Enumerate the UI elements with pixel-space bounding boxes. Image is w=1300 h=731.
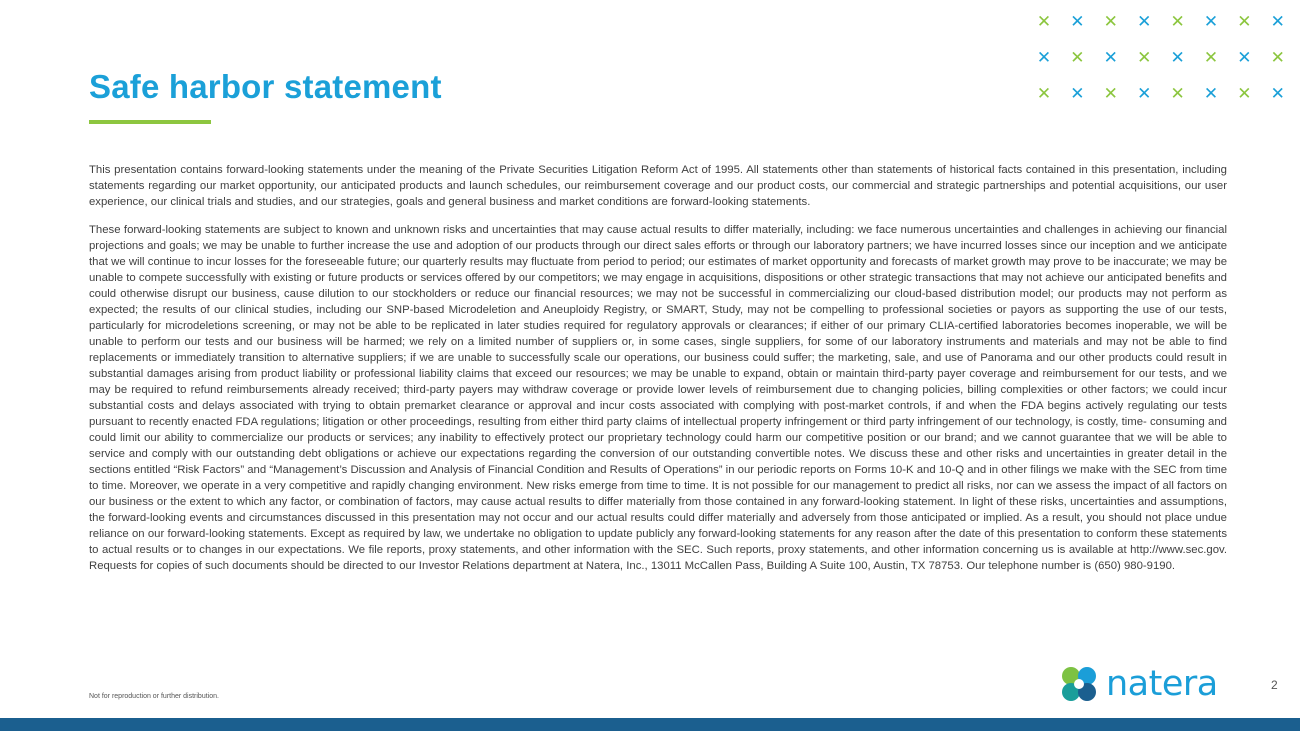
- x-mark-icon: ✕: [1203, 12, 1219, 32]
- decorative-x-pattern: [1034, 12, 1290, 108]
- x-mark-icon: ✕: [1137, 12, 1152, 32]
- x-mark-icon: ✕: [1137, 84, 1152, 104]
- x-mark-icon: ✕: [1203, 84, 1219, 104]
- bottom-bar: [0, 718, 1300, 731]
- x-mark-icon: ✕: [1270, 12, 1285, 32]
- x-mark-icon: ✕: [1036, 48, 1052, 68]
- page-number: 2: [1271, 678, 1278, 692]
- disclaimer-body: [89, 162, 1227, 586]
- natera-flower-icon: [1059, 664, 1099, 704]
- x-mark-icon: ✕: [1103, 84, 1118, 104]
- x-mark-icon: ✕: [1203, 48, 1219, 68]
- x-mark-icon: ✕: [1036, 12, 1052, 32]
- x-mark-icon: ✕: [1137, 48, 1152, 68]
- paragraph-intro: This presentation contains forward-looking statements under the meaning of the Private Securities Litigation Reform Act of 1995. All statements other than statements of historical facts contained in this presentation, including statements regarding our market opportunity, our anticipated products and launch schedules, our reimbursement coverage and our product costs, our commercial and strategic partnerships and potential acquisitions, our user experience, our clinical trials and studies, and our strategies, goals and general business and market conditions are forward-looking statements.: [89, 164, 1227, 208]
- x-mark-icon: ✕: [1070, 12, 1085, 32]
- x-mark-icon: ✕: [1170, 48, 1185, 68]
- x-mark-icon: ✕: [1270, 84, 1285, 104]
- x-mark-icon: ✕: [1170, 12, 1185, 32]
- x-mark-icon: ✕: [1170, 84, 1185, 104]
- natera-wordmark: natera: [1106, 664, 1218, 704]
- x-mark-icon: ✕: [1036, 84, 1052, 104]
- x-mark-icon: ✕: [1070, 84, 1085, 104]
- x-mark-icon: ✕: [1237, 48, 1252, 68]
- x-mark-icon: ✕: [1270, 48, 1285, 68]
- footnote: Not for reproduction or further distribution.: [89, 693, 219, 700]
- x-mark-icon: ✕: [1070, 48, 1085, 68]
- x-mark-icon: ✕: [1103, 12, 1118, 32]
- natera-logo: [1059, 664, 1218, 704]
- page-title: Safe harbor statement: [89, 68, 442, 105]
- title-underline: [89, 120, 211, 124]
- x-mark-icon: ✕: [1103, 48, 1118, 68]
- paragraph-risks: These forward-looking statements are subject to known and unknown risks and uncertainties that may cause actual results to differ materially, including: we face numerous uncertainties and challenges in achieving our financial projections and goals; we may be unable to further increase the use and adoption of our products through our direct sales efforts or through our laboratory partners; we have incurred losses since our inception and we anticipate that we will continue to incur losses for the foreseeable future; our quarterly results may fluctuate from period to period; our estimates of market opportunity and forecasts of market growth may prove to be inaccurate; we may be unable to compete successfully with existing or future products or services offered by our competitors; we may engage in acquisitions, dispositions or other strategic transactions that may not achieve our anticipated benefits and could otherwise disrupt our business, cause dilution to our stockholders or reduce our financial resources; we may not be successful in commercializing our cloud-based distribution model; our products may not perform as expected; the results of our clinical studies, including our SNP-based Microdeletion and Aneuploidy Registry, or SMART, Study, may not be compelling to professional societies or payors as supporting the use of our tests, particularly for microdeletions screening, or may not be able to be replicated in later studies required for regulatory approvals or clearances; if either of our primary CLIA-certified laboratories becomes inoperable, we will be unable to perform our tests and our business will be harmed; we rely on a limited number of suppliers or, in some cases, single suppliers, for some of our laboratory instruments and materials and may not be able to find replacements or immediately transition to alternative suppliers; if we are unable to successfully scale our operations, our business could suffer; the marketing, sale, and use of Panorama and our other products could result in substantial damages arising from product liability or professional liability claims that exceed our resources; we may be unable to expand, obtain or maintain third-party payer coverage and reimbursement for our tests, and we may be required to refund reimbursements already received; third-party payers may withdraw coverage or provide lower levels of reimbursement due to changing policies, billing complexities or other factors; we could incur substantial costs and delays associated with trying to obtain premarket clearance or approval and incur costs associated with complying with post-market controls, if and when the FDA begins actively regulating our tests pursuant to recently enacted FDA regulations; litigation or other proceedings, resulting from either third party claims of intellectual property infringement or third party infringement of our technology, is costly, time- consuming and could limit our ability to commercialize our products or services; any inability to effectively protect our proprietary technology could harm our competitive position or our brand; and we cannot guarantee that we will be able to service and comply with our outstanding debt obligations or achieve our expectations regarding the conversion of our outstanding convertible notes. We discuss these and other risks and uncertainties in greater detail in the sections entitled “Risk Factors” and “Management’s Discussion and Analysis of Financial Condition and Results of Operations” in our periodic reports on Forms 10-K and 10-Q and in other filings we make with the SEC from time to time. Moreover, we operate in a very competitive and rapidly changing environment. New risks emerge from time to time. It is not possible for our management to predict all risks, nor can we assess the impact of all factors on our business or the extent to which any factor, or combination of factors, may cause actual results to differ materially from those contained in any forward-looking statement. In light of these risks, uncertainties and assumptions, the forward-looking events and circumstances discussed in this presentation may not occur and our actual results could differ materially and adversely from those anticipated or implied. As a result, you should not place undue reliance on our forward-looking statements. Except as required by law, we undertake no obligation to update publicly any forward-looking statements for any reason after the date of this presentation to conform these statements to actual results or to changes in our expectations. We file reports, proxy statements, and other information with the SEC. Such reports, proxy statements, and other information concerning us is available at http://www.sec.gov. Requests for copies of such documents should be directed to our Investor Relations department at Natera, Inc., 13011 McCallen Pass, Building A Suite 100, Austin, TX 78753. Our telephone number is (650) 980-9190.: [89, 224, 1227, 572]
- x-mark-icon: ✕: [1237, 12, 1252, 32]
- x-mark-icon: ✕: [1237, 84, 1252, 104]
